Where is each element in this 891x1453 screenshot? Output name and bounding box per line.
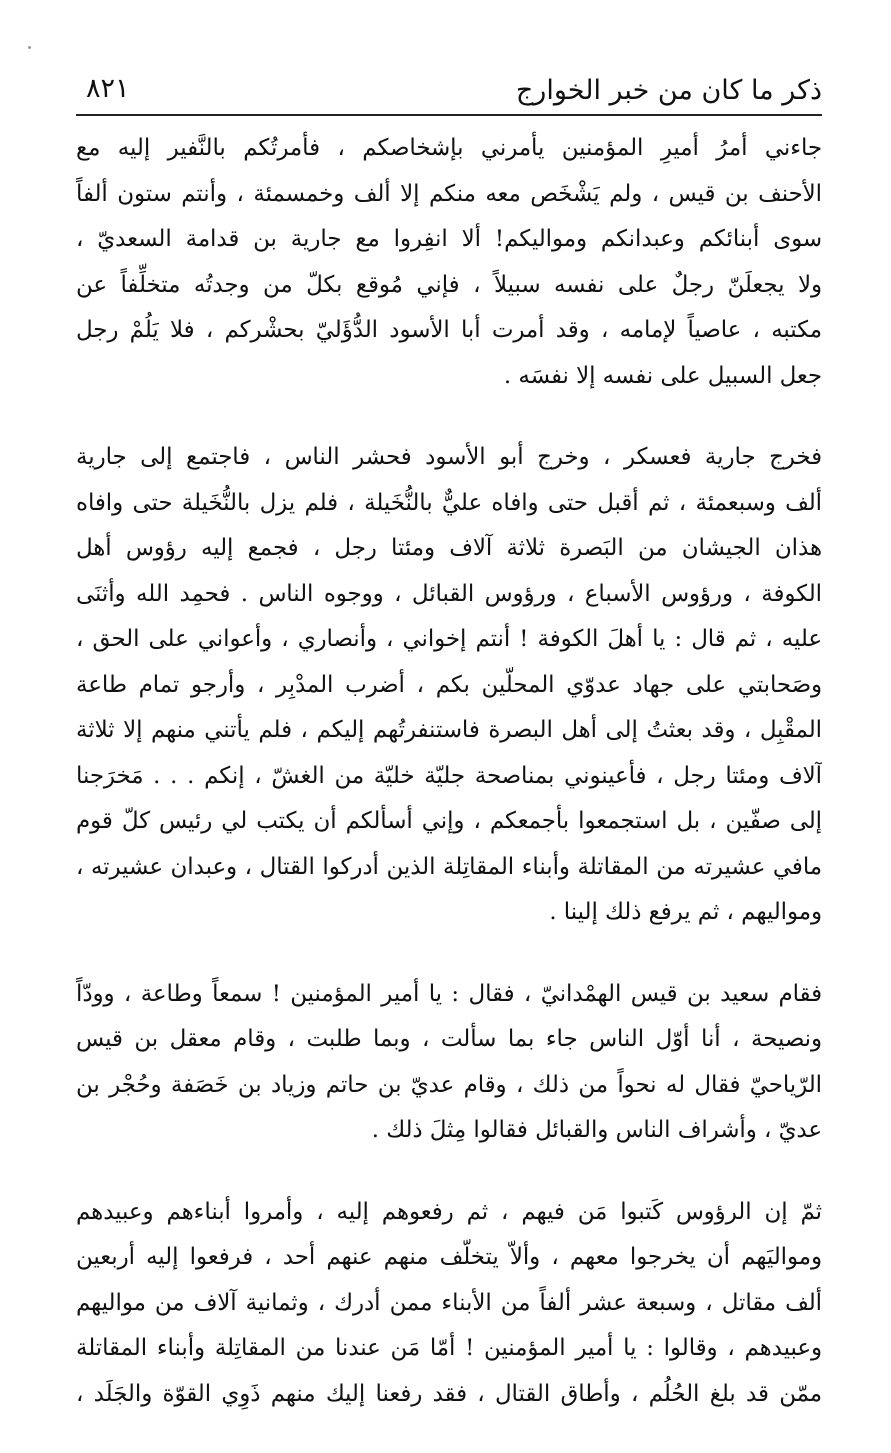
text-line: عديّ ، وأشراف الناس والقبائل فقالوا مِثلَ ذلك . xyxy=(371,1117,822,1143)
body-text xyxy=(76,126,822,1453)
text-line: ونصيحة ، أنا أوّل الناس جاء بما سألت ، وبما طلبت ، وقام معقل بن قيس xyxy=(76,1026,822,1052)
text-line: المقْبِل ، وقد بعثتُ إلى أهل البصرة فاستنفرتُهم إليكم ، فلم يأتني منهم إلا ثلاثة xyxy=(76,717,822,743)
text-line: الأحنف بن قيس ، ولم يَشْخَص معه منكم إلا ألف وخمسمئة ، وأنتم ستون ألفاً xyxy=(76,180,822,207)
text-line: سوى أبنائكم وعبدانكم ومواليكم! ألا انفِروا مع جارية بن قدامة السعديّ ، xyxy=(76,226,822,252)
text-line: جاءني أمرُ أميرِ المؤمنين يأمرني بإشخاصكم ، فأمرتُكم بالنَّفير إليه مع xyxy=(76,135,822,161)
running-title: ذكر ما كان من خبر الخوارج xyxy=(515,75,822,106)
paragraph-3 xyxy=(76,972,822,1154)
text-line: عليه ، ثم قال : يا أهلَ الكوفة ! أنتم إخواني ، وأنصاري ، وأعواني على الحق ، xyxy=(76,626,822,652)
text-line: فخرج جارية فعسكر ، وخرج أبو الأسود فحشر الناس ، فاجتمع إلى جارية xyxy=(76,444,822,470)
text-line: مكتبه ، عاصياً لإمامه ، وقد أمرت أبا الأسود الدُّؤَليّ بحشْركم ، فلا يَلُمْ رجل xyxy=(76,317,822,343)
text-line: وصَحابتي على جهاد عدوّي المحلّين بكم ، أضرب المدْبِر ، وأرجو تمام طاعة xyxy=(76,671,822,698)
text-line: ومواليَهم أن يخرجوا معهم ، وألاّ يتخلّف منهم عنهم أحد ، فرفعوا إليه أربعين xyxy=(76,1244,822,1270)
text-line: الرّياحيّ فقال له نحواً من ذلك ، وقام عديّ بن حاتم وزياد بن خَصَفة وحُجْر بن xyxy=(76,1071,822,1098)
scan-speck xyxy=(28,46,31,49)
page-header xyxy=(76,66,822,116)
text-line: فقام سعيد بن قيس الهمْدانيّ ، فقال : يا أمير المؤمنين ! سمعاً وطاعة ، وودّاً xyxy=(76,980,822,1007)
text-line: إلى صفّين ، بل استجمعوا بأجمعكم ، وإني أسألكم أن يكتب لي رئيس كلّ قوم xyxy=(76,808,822,834)
text-line: آلاف ومئتا رجل ، فأعينوني بمناصحة جليّة خليّة من الغشّ ، إنكم . . . مَخرَجنا xyxy=(76,762,822,789)
text-line: ثمّ إن الرؤوس كَتبوا مَن فيهم ، ثم رفعوهم إليه ، وأمروا أبناءهم وعبيدهم xyxy=(76,1198,822,1225)
text-line: وعبيدهم ، وقالوا : يا أمير المؤمنين ! أمّا مَن عندنا من المقاتِلة وأبناء المقاتلة xyxy=(76,1335,822,1361)
page-number: ٨٢١ xyxy=(86,73,130,104)
paragraph-4 xyxy=(76,1190,822,1418)
text-line: هذان الجيشان من البَصرة ثلاثة آلاف ومئتا رجل ، فجمع إليه رؤوس أهل xyxy=(76,535,822,561)
text-line: مافي عشيرته من المقاتلة وأبناء المقاتِلة الذين أدركوا القتال ، وعبدان عشيرته ، xyxy=(76,853,822,880)
paragraph-2 xyxy=(76,435,822,936)
paragraph-1 xyxy=(76,126,822,399)
text-line: ألف وسبعمئة ، ثم أقبل حتى وافاه عليٌّ بالنُّخَيلة ، فلم يزل بالنُّخَيلة حتى وافاه xyxy=(76,489,822,516)
text-line: الكوفة ، ورؤوس الأسباع ، ورؤوس القبائل ، ووجوه الناس . فحمِد الله وأثنَى xyxy=(76,580,822,607)
text-line: ولا يجعلَنّ رجلٌ على نفسه سبيلاً ، فإني مُوقع بكلّ من وجدتُه متخلِّفاً عن xyxy=(76,271,822,298)
text-line: جعل السبيل على نفسه إلا نفسَه . xyxy=(503,362,822,389)
text-line: ومواليهم ، ثم يرفع ذلك إلينا . xyxy=(549,899,822,925)
text-line: ألف مقاتل ، وسبعة عشر ألفاً من الأبناء ممن أدرك ، وثمانية آلاف من مواليهم xyxy=(76,1289,822,1316)
text-line: ممّن قد بلغ الحُلُم ، وأطاق القتال ، فقد رفعنا إليك منهم ذَوِي القوّة والجَلَد ، xyxy=(76,1380,822,1407)
